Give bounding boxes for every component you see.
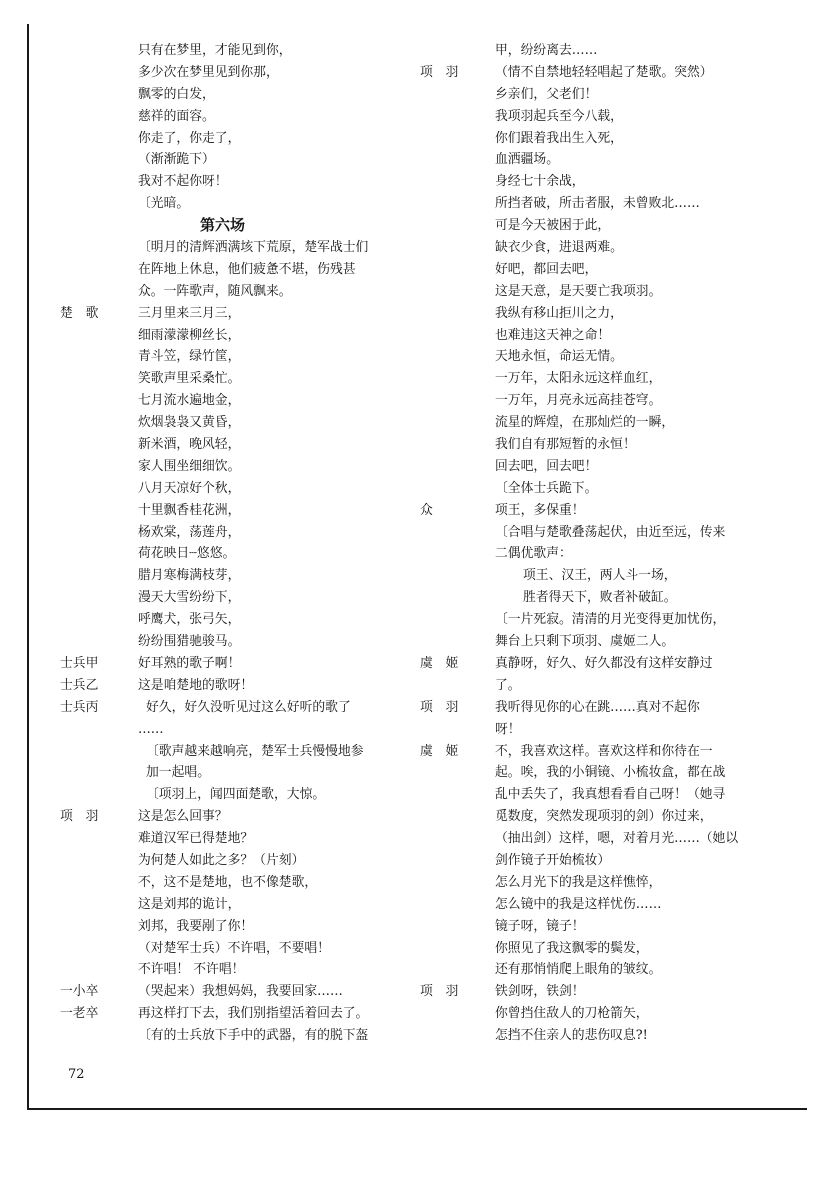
line-text: 不许唱！ 不许唱！ (138, 962, 245, 978)
line-text: 舞台上只剩下项羽、虞姬二人。 (495, 634, 675, 650)
script-line (420, 762, 760, 784)
line-text: （渐渐跪下） (138, 152, 215, 168)
line-text: 在阵地上休息，他们疲惫不堪，伤残甚 (138, 261, 356, 277)
line-text: 这是天意，是天要亡我项羽。 (495, 283, 662, 299)
right-column (420, 40, 760, 1047)
script-line (60, 346, 395, 368)
script-line (60, 303, 395, 325)
line-text: 好久，好久没听见过这么好听的歌了 (146, 699, 351, 715)
script-line (60, 368, 395, 390)
line-text: 七月流水遍地金， (138, 393, 241, 409)
script-line (60, 193, 395, 215)
line-text: 项王，多保重！ (495, 502, 585, 518)
script-line (420, 675, 760, 697)
line-text: 十里飘香桂花洲， (138, 502, 241, 518)
script-line (420, 959, 760, 981)
line-text: 觅数度，突然发现项羽的剑）你过来， (495, 809, 713, 825)
line-text: 〔明月的清辉洒满垓下荒原，楚军战士们 (138, 240, 369, 256)
line-text: 笑歌声里采桑忙。 (138, 371, 241, 387)
script-line (60, 653, 395, 675)
script-line (420, 456, 760, 478)
script-line (60, 806, 395, 828)
scene-heading: 第六场 (200, 216, 246, 235)
speaker-name: 士兵乙 (60, 677, 99, 693)
line-text: （情不自禁地轻轻唱起了楚歌。突然） (495, 64, 713, 80)
script-line (60, 959, 395, 981)
script-line (60, 106, 395, 128)
line-text: 细雨濛濛柳丝长， (138, 327, 241, 343)
line-text: 加一起唱。 (146, 765, 210, 781)
line-text: 流星的辉煌，在那灿烂的一瞬， (495, 415, 675, 431)
line-text: 为何楚人如此之多？（片刻） (138, 852, 305, 868)
script-line (60, 62, 395, 84)
line-text: （抽出剑）这样，嗯，对着月光……（她以 (495, 831, 739, 847)
speaker-name: 项 羽 (60, 809, 99, 825)
line-text: 起。唉，我的小铜镜、小梳妆盒，都在战 (495, 765, 726, 781)
line-text: （哭起来）我想妈妈，我要回家…… (138, 984, 343, 1000)
script-line (420, 565, 760, 587)
speaker-name: 项 羽 (420, 984, 459, 1000)
speaker-name: 士兵丙 (60, 699, 99, 715)
line-text: 二偶优歌声： (495, 546, 572, 562)
line-text: 呀！ (495, 721, 521, 737)
script-line (60, 478, 395, 500)
line-text: 众。一阵歌声，随风飘来。 (138, 283, 292, 299)
page-number: 72 (68, 1067, 85, 1082)
script-line (60, 938, 395, 960)
script-line (420, 981, 760, 1003)
script-line (60, 762, 395, 784)
script-line (60, 1025, 395, 1047)
script-line (60, 171, 395, 193)
line-text: 怎挡不住亲人的悲伤叹息?! (495, 1028, 648, 1044)
line-text: 你照见了我这飘零的鬓发， (495, 940, 649, 956)
script-line (420, 828, 760, 850)
line-text: 家人围坐细细饮。 (138, 458, 241, 474)
script-line (60, 784, 395, 806)
line-text: 我纵有移山拒川之力， (495, 305, 623, 321)
line-text: 难道汉军已得楚地？ (138, 831, 254, 847)
script-line (420, 1003, 760, 1025)
line-text: 呼鹰犬，张弓矢， (138, 612, 241, 628)
line-text: 你们跟着我出生入死， (495, 130, 623, 146)
script-line (420, 653, 760, 675)
line-text: 我项羽起兵至今八载， (495, 108, 623, 124)
line-text: 你曾挡住敌人的刀枪箭矢， (495, 1006, 649, 1022)
script-line (420, 806, 760, 828)
script-line (60, 500, 395, 522)
script-line (420, 850, 760, 872)
line-text: 荷花映日┈悠悠。 (138, 546, 236, 562)
line-text: 回去吧，回去吧！ (495, 458, 598, 474)
script-line (60, 741, 395, 763)
script-line (420, 543, 760, 565)
speaker-name: 虞 姬 (420, 655, 459, 671)
line-text: 我听得见你的心在跳……真对不起你 (495, 699, 700, 715)
line-text: 腊月寒梅满枝芽， (138, 568, 241, 584)
line-text: 〔一片死寂。清清的月光变得更加忧伤， (495, 612, 726, 628)
line-text: 〔光暗。 (138, 196, 190, 212)
line-text: 这是咱楚地的歌呀！ (138, 677, 254, 693)
speaker-name: 士兵甲 (60, 655, 99, 671)
line-text: 〔有的士兵放下手中的武器，有的脱下盔 (138, 1028, 369, 1044)
script-line (420, 784, 760, 806)
script-line (60, 872, 395, 894)
script-line (420, 916, 760, 938)
script-line (420, 303, 760, 325)
line-text: 好吧，都回去吧， (495, 261, 598, 277)
script-line (420, 237, 760, 259)
script-line (420, 128, 760, 150)
line-text: 剑作镜子开始梳妆） (495, 852, 611, 868)
line-text: 好耳熟的歌子啊！ (138, 655, 241, 671)
line-text: 慈祥的面容。 (138, 108, 215, 124)
line-text: 乡亲们，父老们！ (495, 86, 598, 102)
line-text: 漫天大雪纷纷下， (138, 590, 241, 606)
script-line (420, 697, 760, 719)
script-line (60, 543, 395, 565)
script-line (420, 106, 760, 128)
line-text: 我对不起你呀！ (138, 174, 228, 190)
script-line (420, 193, 760, 215)
line-text: 杨欢棠，荡莲舟， (138, 524, 241, 540)
line-text: 再这样打下去，我们别指望活着回去了。 (138, 1006, 369, 1022)
line-text: 炊烟袅袅又黄昏， (138, 415, 241, 431)
script-line (420, 872, 760, 894)
line-text: 这是怎么回事？ (138, 809, 228, 825)
script-line (60, 412, 395, 434)
speaker-name: 众 (420, 502, 433, 518)
script-line (60, 850, 395, 872)
line-text: 胜者得天下，败者补破缸。 (523, 590, 677, 606)
speaker-name: 项 羽 (420, 699, 459, 715)
line-text: 这是刘邦的诡计， (138, 896, 241, 912)
script-line (60, 325, 395, 347)
script-line (420, 259, 760, 281)
script-line (60, 697, 395, 719)
script-line (420, 741, 760, 763)
script-line (420, 368, 760, 390)
speaker-name: 虞 姬 (420, 743, 459, 759)
script-line (60, 981, 395, 1003)
speaker-name: 一小卒 (60, 984, 99, 1000)
script-line (60, 434, 395, 456)
line-text: 〔歌声越来越响亮，楚军士兵慢慢地参 (146, 743, 364, 759)
script-line (420, 40, 760, 62)
page-frame-bottom-rule (27, 1108, 807, 1110)
script-line (60, 456, 395, 478)
script-line (60, 390, 395, 412)
line-text: （对楚军士兵）不许唱，不要唱！ (138, 940, 330, 956)
script-line (420, 215, 760, 237)
script-line (60, 281, 395, 303)
script-line (60, 894, 395, 916)
line-text: 〔合唱与楚歌叠荡起伏，由近至远，传来 (495, 524, 726, 540)
line-text: 缺衣少食，进退两难。 (495, 240, 623, 256)
script-line (60, 609, 395, 631)
script-line (60, 215, 395, 237)
line-text: 〔全体士兵跪下。 (495, 480, 598, 496)
script-line (420, 325, 760, 347)
line-text: 〔项羽上，闻四面楚歌，大惊。 (146, 787, 326, 803)
line-text: 血洒疆场。 (495, 152, 559, 168)
script-line (60, 522, 395, 544)
line-text: 一万年，月亮永远高挂苍穹。 (495, 393, 662, 409)
script-line (420, 84, 760, 106)
speaker-name: 一老卒 (60, 1006, 99, 1022)
script-line (420, 346, 760, 368)
line-text: …… (138, 721, 164, 737)
script-line (420, 938, 760, 960)
script-line (420, 434, 760, 456)
script-line (60, 631, 395, 653)
line-text: 也难违这天神之命！ (495, 327, 611, 343)
script-line (420, 412, 760, 434)
line-text: 身经七十余战， (495, 174, 585, 190)
line-text: 天地永恒，命运无情。 (495, 349, 623, 365)
line-text: 只有在梦里，才能见到你， (138, 43, 292, 58)
script-line (420, 587, 760, 609)
script-line (420, 631, 760, 653)
line-text: 三月里来三月三， (138, 305, 241, 321)
line-text: 铁剑呀，铁剑！ (495, 984, 585, 1000)
script-line (420, 62, 760, 84)
line-text: 不，这不是楚地，也不像楚歌， (138, 874, 318, 890)
script-line (420, 500, 760, 522)
line-text: 还有那悄悄爬上眼角的皱纹。 (495, 962, 662, 978)
script-line (60, 675, 395, 697)
page-frame-left-rule (27, 24, 29, 1110)
line-text: 青斗笠，绿竹筐， (138, 349, 241, 365)
script-line (60, 916, 395, 938)
line-text: 真静呀，好久、好久都没有这样安静过 (495, 655, 713, 671)
line-text: 了。 (495, 677, 521, 693)
line-text: 一万年，太阳永远这样血红， (495, 371, 662, 387)
script-line (60, 237, 395, 259)
line-text: 乱中丢失了，我真想看看自己呀！（她寻 (495, 787, 726, 803)
line-text: 新米酒，晚风轻， (138, 437, 241, 453)
script-line (60, 565, 395, 587)
script-line (60, 828, 395, 850)
left-column (60, 40, 395, 1047)
script-line (420, 149, 760, 171)
line-text: 怎么镜中的我是这样忧伤…… (495, 896, 662, 912)
line-text: 项王、汉王，两人斗一场， (523, 568, 677, 584)
speaker-name: 楚 歌 (60, 305, 99, 321)
line-text: 镜子呀，镜子！ (495, 918, 585, 934)
script-line (420, 609, 760, 631)
line-text: 纷纷围猎驰骏马。 (138, 634, 241, 650)
script-line (420, 281, 760, 303)
script-line (420, 390, 760, 412)
script-line (420, 171, 760, 193)
script-line (420, 719, 760, 741)
line-text: 甲，纷纷离去…… (495, 43, 598, 58)
script-line (60, 84, 395, 106)
script-line (60, 149, 395, 171)
line-text: 不，我喜欢这样。喜欢这样和你待在一 (495, 743, 713, 759)
script-line (60, 719, 395, 741)
script-line (60, 1003, 395, 1025)
line-text: 你走了，你走了， (138, 130, 241, 146)
script-line (60, 40, 395, 62)
line-text: 怎么月光下的我是这样憔悴， (495, 874, 662, 890)
script-line (60, 128, 395, 150)
script-line (420, 478, 760, 500)
script-line (60, 587, 395, 609)
script-line (420, 1025, 760, 1047)
script-line (420, 894, 760, 916)
line-text: 所挡者破，所击者服，未曾败北…… (495, 196, 700, 212)
line-text: 我们自有那短暂的永恒！ (495, 437, 636, 453)
speaker-name: 项 羽 (420, 64, 459, 80)
line-text: 多少次在梦里见到你那， (138, 64, 279, 80)
line-text: 八月天凉好个秋， (138, 480, 241, 496)
script-line (60, 259, 395, 281)
line-text: 刘邦，我要剐了你！ (138, 918, 254, 934)
script-line (420, 522, 760, 544)
line-text: 飘零的白发， (138, 86, 215, 102)
line-text: 可是今天被困于此， (495, 218, 611, 234)
